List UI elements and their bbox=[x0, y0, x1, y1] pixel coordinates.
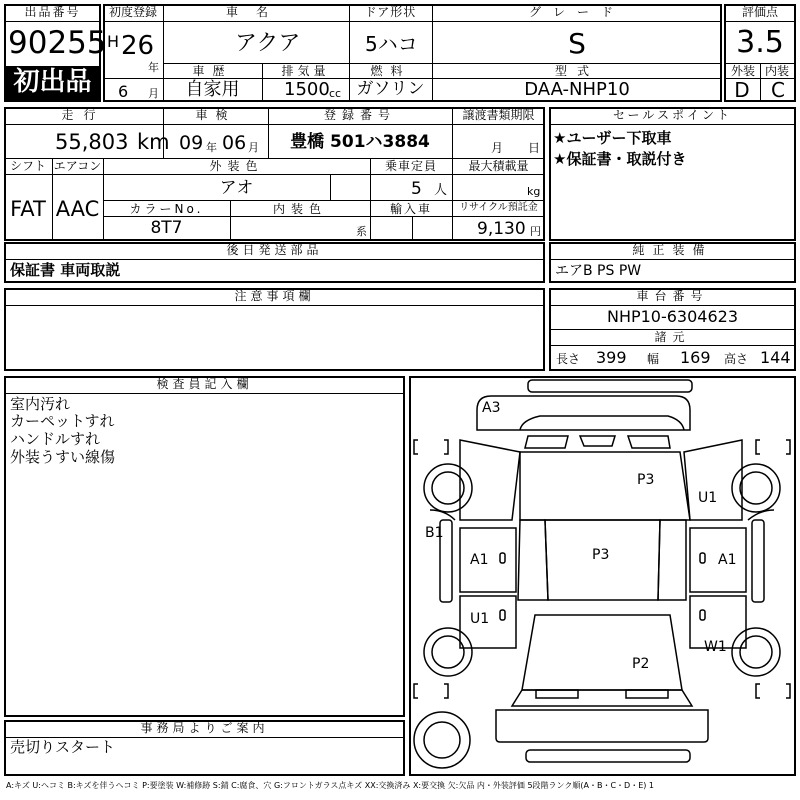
transfer-label: 譲渡書類期限 bbox=[462, 108, 535, 122]
int-color-label: 内装色 bbox=[272, 202, 327, 216]
era-mark: H bbox=[107, 32, 120, 51]
chassis-label: 車台番号 bbox=[636, 289, 709, 303]
rear-bumper bbox=[496, 710, 708, 742]
inspector-line-1: 室内汚れ bbox=[10, 395, 71, 413]
color-value: アオ bbox=[219, 178, 254, 198]
transfer-day-unit: 日 bbox=[528, 141, 541, 155]
notes-label: 注意事項欄 bbox=[234, 289, 315, 303]
color-no-value: 8T7 bbox=[150, 218, 183, 238]
year-value: 26 bbox=[121, 31, 155, 61]
insp-year: 09 bbox=[179, 132, 204, 154]
shipping-value: 保証書 車両取説 bbox=[10, 261, 121, 279]
color-label: 外装色 bbox=[209, 159, 264, 173]
year-unit: 年 bbox=[148, 61, 159, 74]
shift-label: シフト bbox=[9, 159, 46, 173]
interior-grade: C bbox=[771, 78, 785, 102]
office-label: 事務局よりご案内 bbox=[140, 721, 269, 735]
plate-value: 豊橋 501ハ3884 bbox=[290, 132, 430, 152]
plate-label: 登録番号 bbox=[323, 108, 396, 122]
month-value: 6 bbox=[118, 82, 129, 101]
shipping-label: 後日発送部品 bbox=[226, 243, 323, 257]
grade-label: グレード bbox=[528, 5, 625, 19]
displacement-value: 1500 bbox=[284, 79, 330, 100]
ac-value: AAC bbox=[55, 197, 100, 221]
car-name-label: 車名 bbox=[225, 5, 286, 19]
month-unit: 月 bbox=[148, 87, 159, 100]
model-value: DAA-NHP10 bbox=[524, 79, 630, 100]
front-bumper-top bbox=[528, 380, 692, 392]
lot-number: 90255 bbox=[8, 25, 107, 61]
mark-a3: A3 bbox=[482, 400, 501, 416]
score-label: 評価点 bbox=[741, 5, 778, 19]
exterior-label: 外装 bbox=[731, 64, 756, 78]
mileage-value: 55,803 bbox=[55, 130, 129, 154]
mark-u1-front-right: U1 bbox=[698, 490, 718, 506]
door-label: ドア形状 bbox=[364, 5, 417, 19]
mark-a1-right: A1 bbox=[718, 552, 737, 568]
door-value: 5ハコ bbox=[365, 32, 418, 56]
displacement-label: 排気量 bbox=[281, 64, 330, 78]
equipment-value: エアB PS PW bbox=[555, 263, 642, 279]
height-value: 144 bbox=[760, 348, 791, 367]
history-value: 自家用 bbox=[185, 79, 240, 100]
model-label: 型式 bbox=[554, 64, 599, 78]
mark-w1-right: W1 bbox=[704, 639, 727, 655]
recycle-value: 9,130 bbox=[477, 219, 526, 239]
exterior-grade: D bbox=[734, 78, 750, 102]
mark-u1-left: U1 bbox=[470, 611, 490, 627]
height-label: 高さ bbox=[724, 352, 749, 366]
hood bbox=[520, 452, 690, 520]
displacement-unit: cc bbox=[329, 87, 342, 100]
spare-wheel bbox=[414, 712, 470, 768]
rear-hatch bbox=[522, 615, 682, 690]
mileage-label: 走行 bbox=[61, 108, 106, 122]
inspector-line-4: 外装うすい線傷 bbox=[10, 448, 116, 466]
car-name: アクア bbox=[235, 31, 301, 56]
int-color-unit: 系 bbox=[356, 225, 367, 238]
spec-label: 諸元 bbox=[654, 330, 691, 344]
interior-label: 内装 bbox=[765, 64, 790, 78]
equipment-label: 純正装備 bbox=[632, 243, 713, 257]
fuel-value: ガソリン bbox=[356, 79, 425, 99]
load-label: 最大積載量 bbox=[468, 159, 529, 173]
sales-point-1: ★ユーザー下取車 bbox=[553, 129, 672, 147]
mark-b1-left: B1 bbox=[425, 525, 444, 541]
score-value: 3.5 bbox=[736, 25, 784, 60]
first-reg-label: 初度登録 bbox=[108, 5, 157, 19]
fuel-label: 燃料 bbox=[370, 64, 411, 78]
insp-month: 06 bbox=[222, 132, 247, 154]
width-label: 幅 bbox=[647, 352, 660, 366]
inspector-line-2: カーペットすれ bbox=[10, 412, 115, 430]
recycle-label: リサイクル預託金 bbox=[459, 202, 538, 213]
color-no-label: カラーNo. bbox=[129, 202, 204, 216]
mileage-unit: km bbox=[137, 130, 170, 154]
import-label: 輸入車 bbox=[389, 202, 432, 216]
insp-month-unit: 月 bbox=[248, 141, 259, 154]
insp-year-unit: 年 bbox=[206, 141, 217, 154]
load-unit: kg bbox=[527, 185, 541, 198]
front-bumper bbox=[477, 396, 690, 430]
chassis-value: NHP10-6304623 bbox=[606, 307, 739, 326]
mark-p3-roof: P3 bbox=[592, 547, 610, 563]
sales-point-2: ★保証書・取説付き bbox=[553, 150, 687, 168]
transfer-month-unit: 月 bbox=[491, 141, 504, 155]
inspector-label: 検査員記入欄 bbox=[156, 377, 253, 391]
history-label: 車歴 bbox=[192, 64, 233, 78]
length-label: 長さ bbox=[556, 352, 581, 366]
sales-label: セールスポイント bbox=[613, 108, 732, 122]
capacity-unit: 人 bbox=[434, 183, 448, 198]
inspector-line-3: ハンドルすれ bbox=[10, 430, 101, 448]
mark-p3-hood: P3 bbox=[637, 472, 655, 488]
width-value: 169 bbox=[680, 348, 711, 367]
mark-a1-left: A1 bbox=[470, 552, 489, 568]
shift-value: FAT bbox=[10, 197, 46, 221]
wheel-front-left bbox=[424, 464, 472, 512]
ac-label: エアコン bbox=[53, 159, 102, 173]
wheel-rear-left bbox=[424, 628, 472, 676]
wheel-rear-right bbox=[732, 628, 780, 676]
first-listing-badge: 初出品 bbox=[13, 67, 92, 97]
inspection-label: 車検 bbox=[195, 108, 236, 122]
wheel-front-right bbox=[732, 464, 780, 512]
capacity-value: 5 bbox=[411, 179, 422, 199]
footer-legend: A:キズ U:ヘコミ B:キズを伴うヘコミ P:要塗装 W:補修跡 S:錆 C:腐食、穴 G:フロントガラス点キズ XX:交換済み X:要交換 欠:欠品 内・外装評価 5段階ランク順(A・B・C・D・E) 1 bbox=[6, 781, 655, 790]
lot-label: 出品番号 bbox=[24, 5, 81, 19]
length-value: 399 bbox=[596, 348, 627, 367]
recycle-unit: 円 bbox=[530, 225, 541, 238]
mark-p2-rear: P2 bbox=[632, 656, 650, 672]
grade-value: S bbox=[568, 27, 586, 60]
capacity-label: 乗車定員 bbox=[384, 159, 437, 173]
office-value: 売切りスタート bbox=[10, 738, 116, 756]
